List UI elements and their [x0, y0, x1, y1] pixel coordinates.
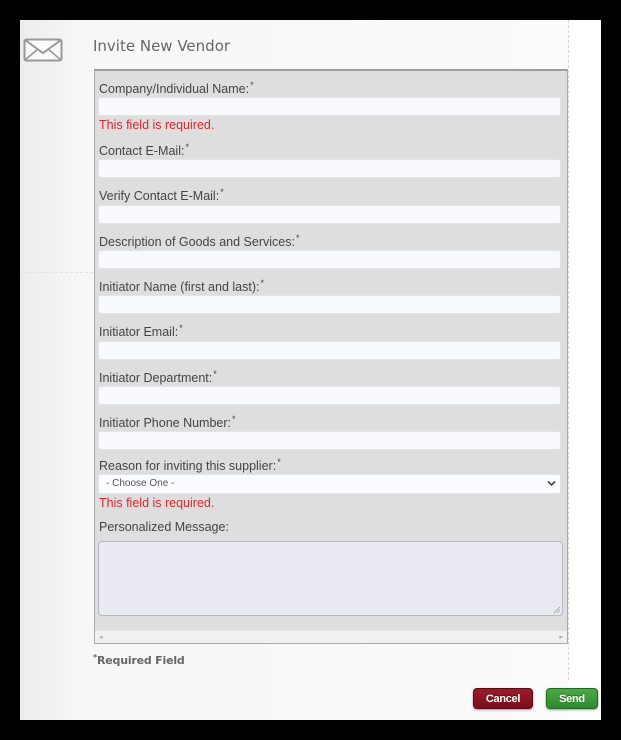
required-field-note: *Required Field	[93, 653, 185, 667]
reason-selected-value: - Choose One -	[106, 478, 175, 489]
initiator-name-label: Initiator Name (first and last):*	[99, 278, 264, 294]
verify-email-label: Verify Contact E-Mail:*	[99, 187, 224, 203]
contact-email-label: Contact E-Mail:*	[99, 142, 189, 158]
message-textarea[interactable]	[98, 541, 563, 616]
reason-error: This field is required.	[99, 496, 215, 510]
verify-email-input[interactable]	[98, 205, 561, 224]
invite-vendor-dialog	[20, 20, 601, 720]
dialog-title: Invite New Vendor	[93, 37, 231, 55]
initiator-department-input[interactable]	[98, 386, 561, 405]
message-label: Personalized Message:	[99, 520, 229, 534]
scroll-right-icon[interactable]: ▸	[559, 634, 563, 641]
initiator-email-input[interactable]	[98, 341, 561, 360]
send-button[interactable]: Send	[546, 688, 598, 709]
divider-vertical	[568, 20, 569, 680]
description-input[interactable]	[98, 250, 561, 269]
contact-email-input[interactable]	[98, 159, 561, 178]
company-name-label: Company/Individual Name:*	[99, 80, 254, 96]
scroll-left-icon[interactable]: ◂	[99, 634, 103, 641]
resize-grip-icon[interactable]	[553, 606, 561, 614]
company-name-error: This field is required.	[99, 118, 215, 132]
cancel-button[interactable]: Cancel	[473, 688, 533, 709]
initiator-phone-label: Initiator Phone Number:*	[99, 414, 236, 430]
initiator-department-label: Initiator Department:*	[99, 369, 217, 385]
form-panel	[94, 69, 568, 644]
initiator-name-input[interactable]	[98, 295, 561, 314]
chevron-down-icon	[547, 480, 556, 487]
reason-select[interactable]	[98, 474, 561, 494]
horizontal-scrollbar[interactable]	[95, 630, 567, 643]
company-name-input[interactable]	[98, 97, 561, 116]
initiator-email-label: Initiator Email:*	[99, 323, 183, 339]
description-label: Description of Goods and Services:*	[99, 233, 300, 249]
envelope-icon	[23, 38, 63, 62]
reason-label: Reason for inviting this supplier:*	[99, 457, 281, 473]
initiator-phone-input[interactable]	[98, 431, 561, 450]
